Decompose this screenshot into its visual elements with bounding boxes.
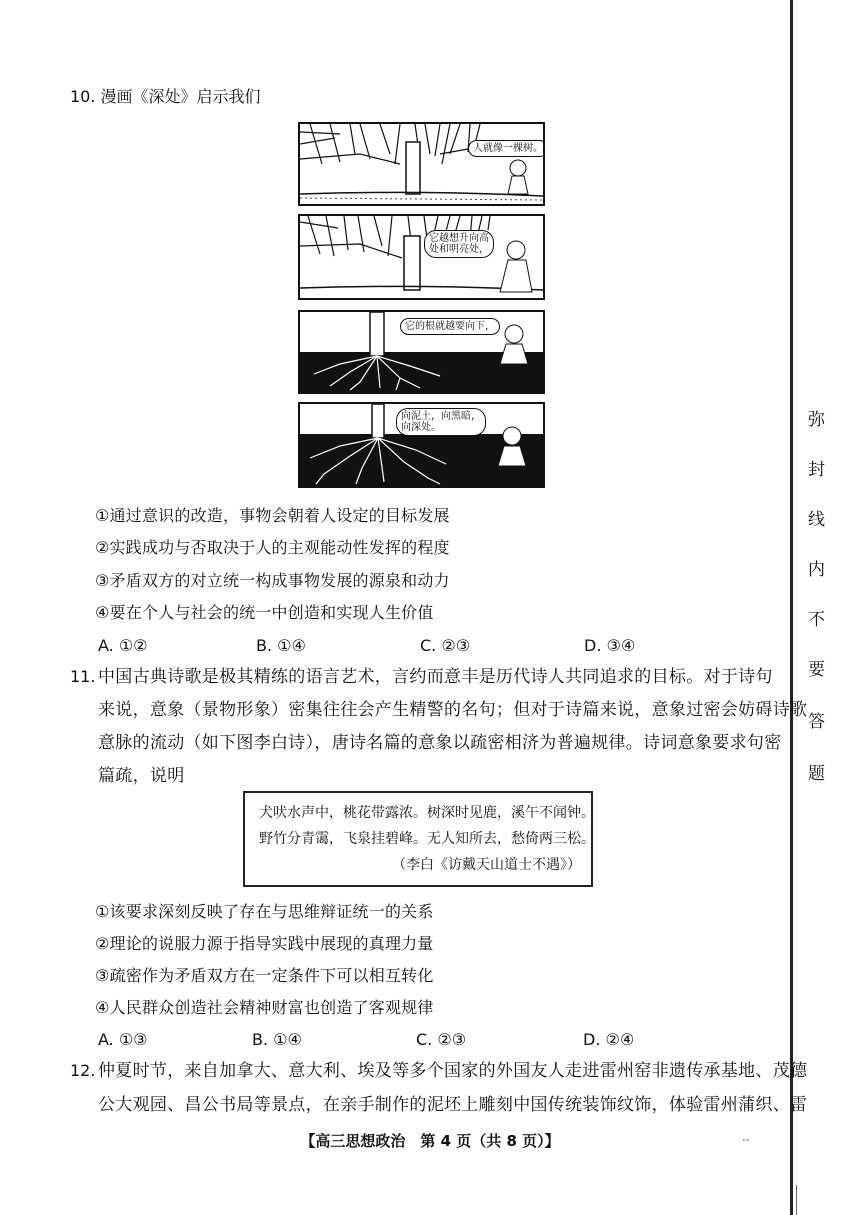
binding-line-lower [796,1185,797,1215]
statement: ①通过意识的改造，事物会朝着人设定的目标发展 [95,506,450,525]
tree-drawing [300,216,543,298]
notice-char: 弥 [808,410,825,430]
notice-char: 封 [808,460,825,480]
notice-char: 题 [808,764,825,784]
paragraph-line: 仲夏时节，来自加拿大、意大利、埃及等多个国家的外国友人走进雷州窑非遗传承基地、茂德 [98,1061,808,1081]
poem-line: 野竹分青霭，飞泉挂碧峰。无人知所去，愁倚两三松。 [259,831,595,847]
statement: ②理论的说服力源于指导实践中展现的真理力量 [95,934,434,953]
speech-bubble: 人就像一棵树。 [468,140,545,157]
comic-panel-1 [298,122,545,206]
notice-char: 不 [808,610,825,630]
option-a: A. ①③ [98,1030,148,1049]
poem-line: 犬吠水声中，桃花带露浓。树深时见鹿，溪午不闻钟。 [259,805,595,821]
binding-line [790,0,793,1215]
notice-char: 要 [808,660,825,680]
speech-line: 处和明亮处， [429,244,489,255]
option-c: C. ②③ [420,636,471,655]
speech-line: 向深处。 [401,422,441,433]
option-d: D. ③④ [584,636,636,655]
question-12-number: 12. [70,1061,96,1080]
paragraph-line: 意脉的流动（如下图李白诗），唐诗名篇的意象以疏密相济为普遍规律。诗词意象要求句密 [98,733,782,753]
option-b: B. ①④ [252,1030,302,1049]
comic-panel-3 [298,310,545,394]
speech-line: 向泥土，向黑暗， [401,411,481,422]
comic-panel-2 [298,214,545,300]
page-footer: 【高三思想政治 第 4 页（共 8 页）】 [300,1132,560,1150]
poem-source: （李白《访戴天山道士不遇》） [392,857,581,873]
poem-box [243,791,593,887]
option-d: D. ②④ [583,1030,635,1049]
question-10-stem: 10. 漫画《深处》启示我们 [70,87,261,106]
notice-char: 答 [808,712,825,732]
paragraph-line: 篇疏，说明 [98,766,185,786]
option-b: B. ①④ [256,636,306,655]
question-11-number: 11. [70,667,96,686]
notice-char: 内 [808,560,825,580]
statement: ①该要求深刻反映了存在与思维辩证统一的关系 [95,902,434,921]
statement: ③疏密作为矛盾双方在一定条件下可以相互转化 [95,966,434,985]
speech-bubble: 它的根就越要向下， [400,318,500,335]
speech-bubble [424,230,494,258]
statement: ④要在个人与社会的统一中创造和实现人生价值 [95,603,434,622]
paragraph-line: 来说，意象（景物形象）密集往往会产生精警的名句；但对于诗篇来说，意象过密会妨碍诗歌 [98,700,808,720]
statement: ③矛盾双方的对立统一构成事物发展的源泉和动力 [95,571,450,590]
notice-char: 线 [808,510,825,530]
statement: ④人民群众创造社会精神财富也创造了客观规律 [95,998,434,1017]
option-a: A. ①② [98,636,148,655]
paragraph-line: 中国古典诗歌是极其精练的语言艺术，言约而意丰是历代诗人共同追求的目标。对于诗句 [98,667,773,687]
footer-mark: .. [742,1130,750,1144]
comic-panel-4 [298,402,545,488]
statement: ②实践成功与否取决于人的主观能动性发挥的程度 [95,538,450,557]
tree-drawing [300,124,543,204]
paragraph-line: 公大观园、昌公书局等景点，在亲手制作的泥坯上雕刻中国传统装饰纹饰，体验雷州蒲织、雷 [98,1095,808,1115]
speech-line: 它越想升向高 [429,233,489,244]
option-c: C. ②③ [416,1030,467,1049]
speech-bubble [396,408,486,436]
